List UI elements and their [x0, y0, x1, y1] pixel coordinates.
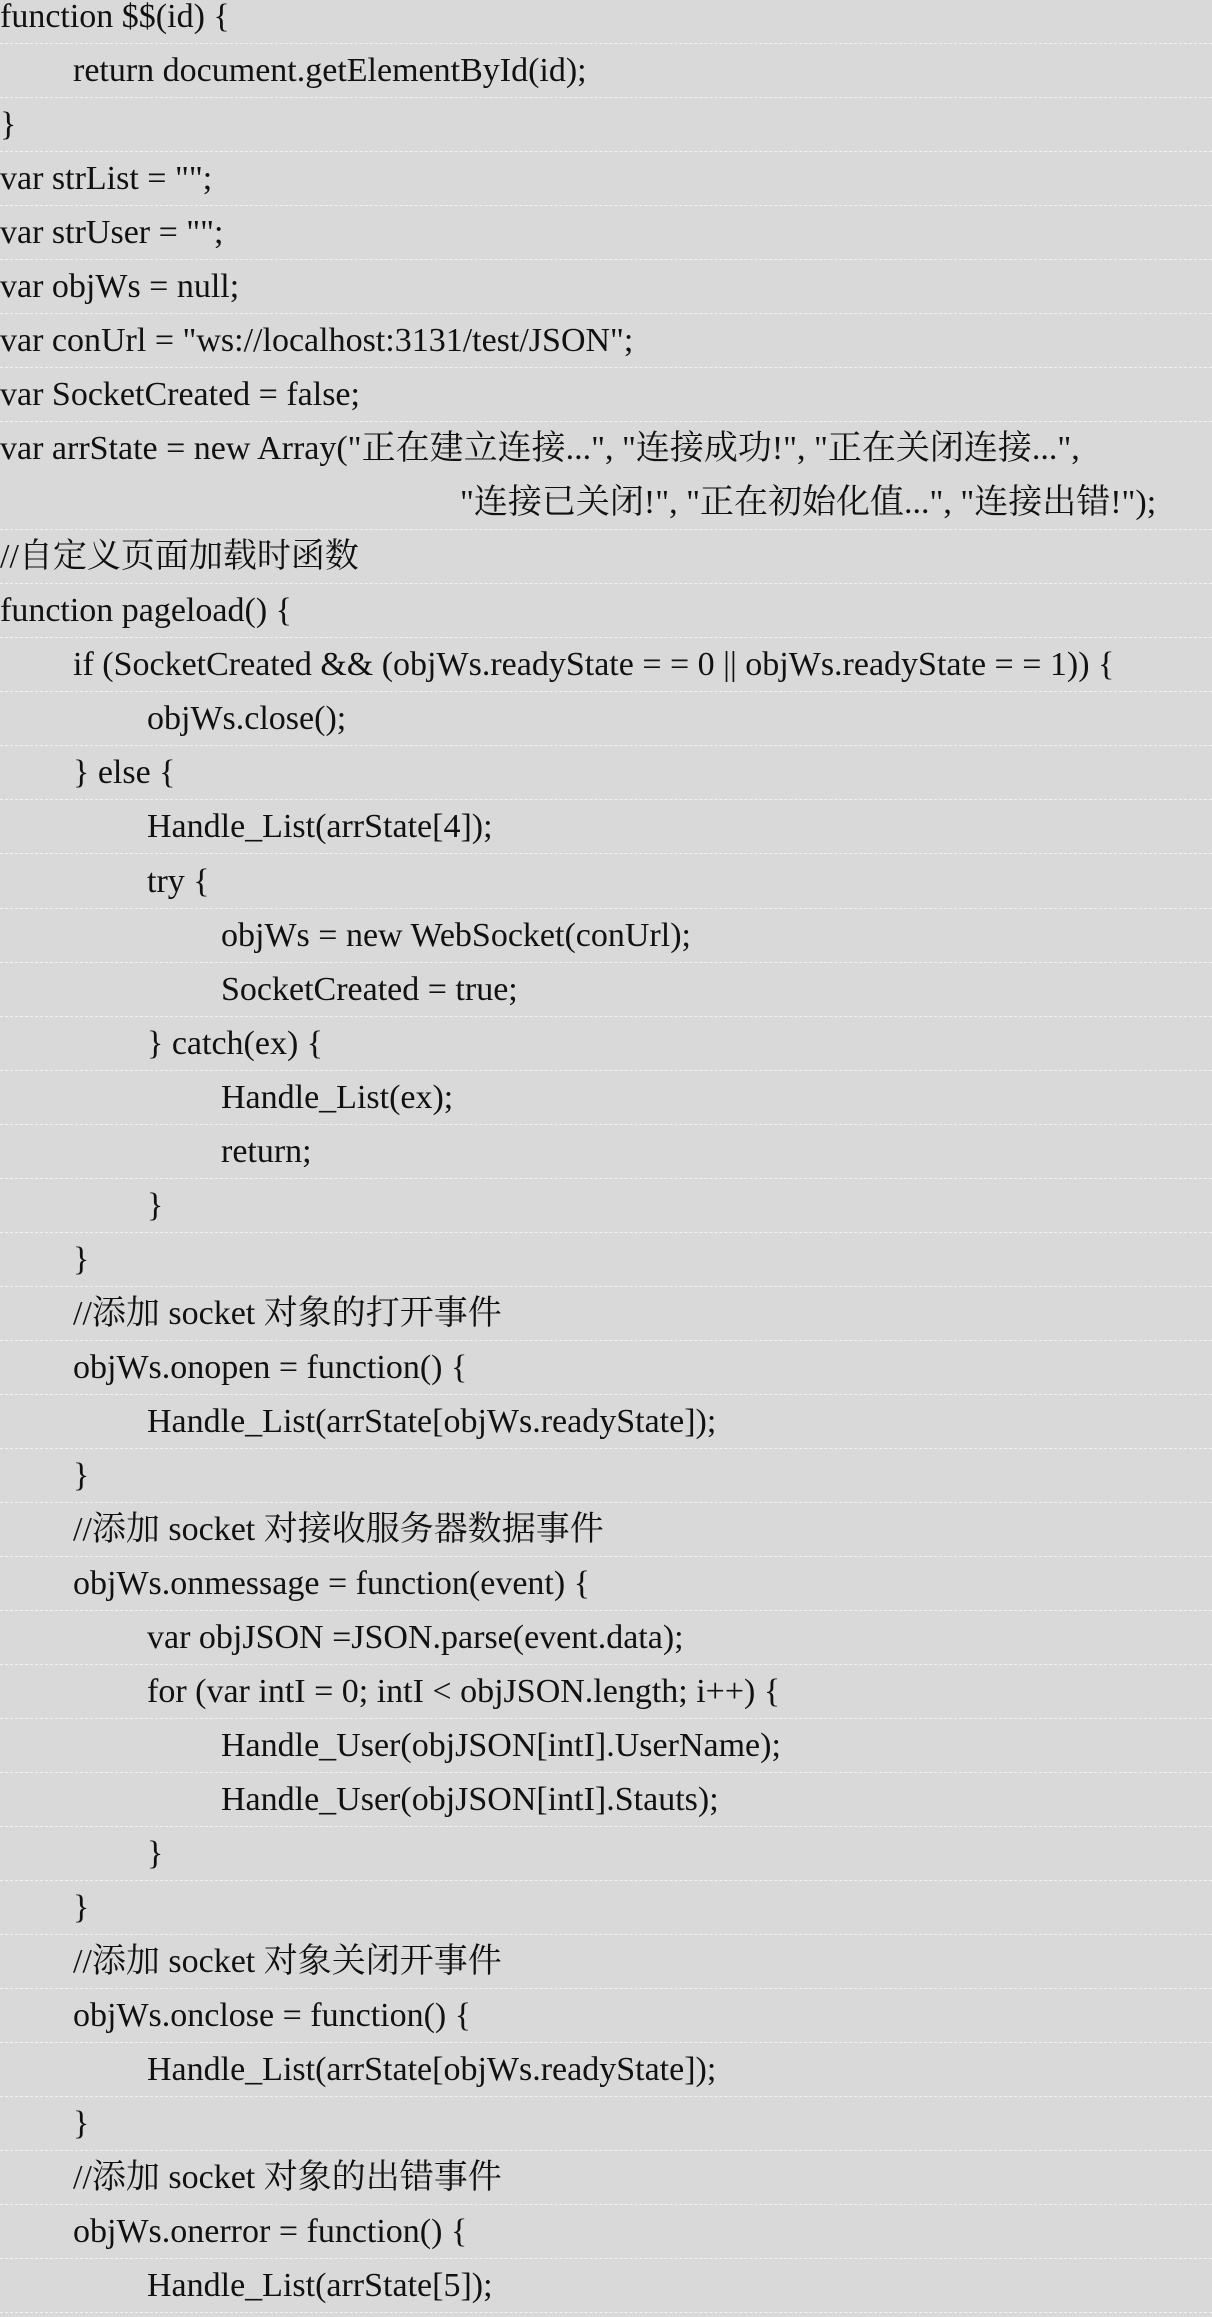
code-line: //添加 socket 对象的出错事件	[0, 2151, 1212, 2205]
code-line: Handle_List(ex);	[0, 1071, 1212, 1125]
code-line: objWs.close();	[0, 692, 1212, 746]
code-line: try {	[0, 855, 1212, 909]
code-line: } else {	[0, 746, 1212, 800]
code-line: }	[0, 1233, 1212, 1287]
code-line: Handle_List(arrState[objWs.readyState]);	[0, 1395, 1212, 1449]
code-line: Handle_List(arrState[4]);	[0, 800, 1212, 854]
code-line: }	[0, 1449, 1212, 1503]
code-line: for (var intI = 0; intI < objJSON.length; i++) {	[0, 1665, 1212, 1719]
code-line: function pageload() {	[0, 584, 1212, 638]
code-line: Handle_User(objJSON[intI].Stauts);	[0, 1773, 1212, 1827]
code-line: }	[0, 1179, 1212, 1233]
code-line: if (SocketCreated && (objWs.readyState = = 0 || objWs.readyState = = 1)) {	[0, 638, 1212, 692]
code-line: Handle_List(arrState[5]);	[0, 2259, 1212, 2313]
code-line: var conUrl = "ws://localhost:3131/test/JSON";	[0, 314, 1212, 368]
code-line: var strUser = "";	[0, 206, 1212, 260]
code-line: var SocketCreated = false;	[0, 368, 1212, 422]
code-line: objWs.onclose = function() {	[0, 1989, 1212, 2043]
code-line: Handle_User(objJSON[intI].UserName);	[0, 1719, 1212, 1773]
code-line: objWs.onopen = function() {	[0, 1341, 1212, 1395]
code-line: //添加 socket 对象关闭开事件	[0, 1935, 1212, 1989]
code-line: objWs = new WebSocket(conUrl);	[0, 909, 1212, 963]
code-line: var objJSON =JSON.parse(event.data);	[0, 1611, 1212, 1665]
code-line: return;	[0, 1125, 1212, 1179]
code-line: }	[0, 1827, 1212, 1881]
code-line: function $$(id) {	[0, 0, 1212, 44]
code-line: }	[0, 1881, 1212, 1935]
code-line: SocketCreated = true;	[0, 963, 1212, 1017]
code-line: //自定义页面加载时函数	[0, 530, 1212, 584]
code-line: Handle_List(arrState[objWs.readyState]);	[0, 2043, 1212, 2097]
code-line: var strList = "";	[0, 152, 1212, 206]
code-line: //添加 socket 对接收服务器数据事件	[0, 1503, 1212, 1557]
code-line: } catch(ex) {	[0, 1017, 1212, 1071]
code-line: //添加 socket 对象的打开事件	[0, 1287, 1212, 1341]
code-line: var arrState = new Array("正在建立连接...", "连接成功!", "正在关闭连接...",	[0, 430, 1080, 467]
code-line: }	[0, 2097, 1212, 2151]
code-line: return document.getElementById(id);	[0, 44, 1212, 98]
code-line: }	[0, 98, 1212, 152]
code-line: "连接已关闭!", "正在初始化值...", "连接出错!");	[0, 476, 1212, 530]
code-line: var objWs = null;	[0, 260, 1212, 314]
code-line: objWs.onerror = function() {	[0, 2205, 1212, 2259]
code-line: objWs.onmessage = function(event) {	[0, 1557, 1212, 1611]
